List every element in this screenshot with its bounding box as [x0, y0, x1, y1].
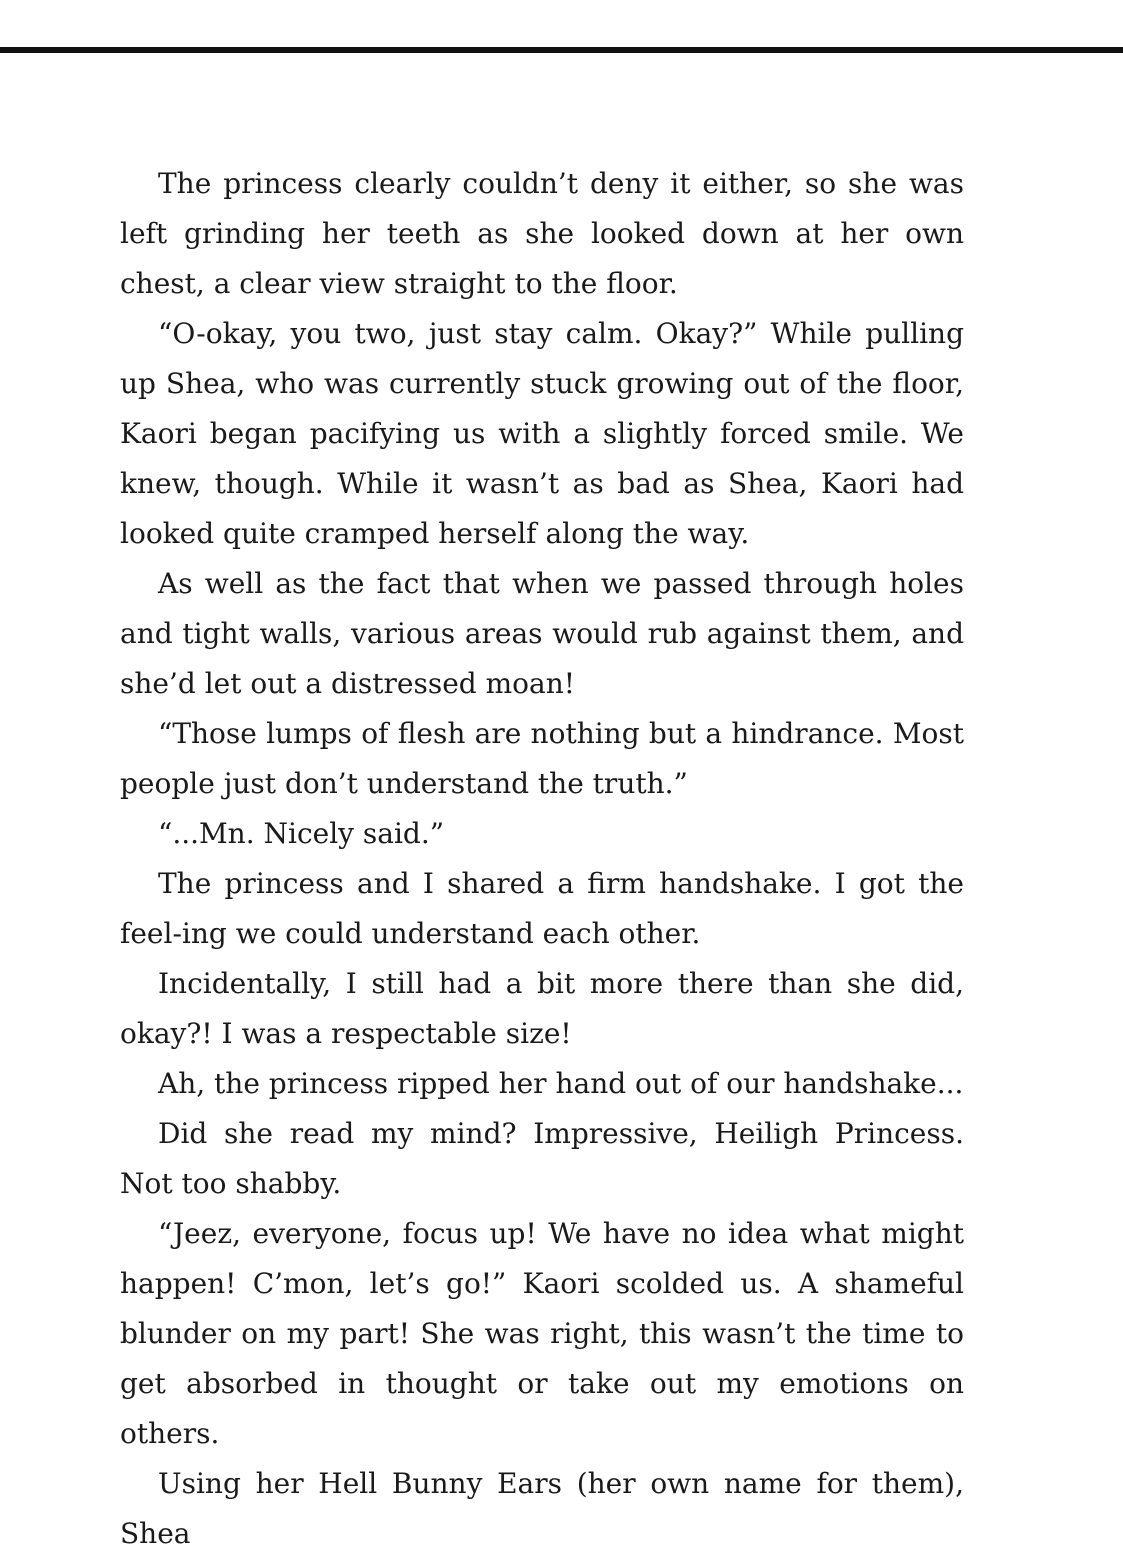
paragraph: “...Mn. Nicely said.” — [158, 817, 445, 850]
paragraph: Ah, the princess ripped her hand out of our handshake... — [158, 1067, 964, 1100]
paragraph: Did she read my mind? Impressive, Heiligh Princess. Not too shabby. — [120, 1117, 964, 1200]
paragraph: “Those lumps of flesh are nothing but a hindrance. Most people just don’t understand the truth.” — [120, 717, 964, 800]
paragraph: The princess and I shared a firm handshake. I got the feel-ing we could understand each other. — [120, 867, 964, 950]
header-rule — [0, 47, 1123, 53]
paragraph: As well as the fact that when we passed through holes and tight walls, various areas would rub against them, and she’d let out a distressed moan! — [120, 567, 964, 700]
paragraph: “Jeez, everyone, focus up! We have no idea what might happen! C’mon, let’s go!” Kaori scolded us. A shameful blunder on my part! She was right, this wasn’t the time to get absorbed in thought or take out my emotions on others. — [120, 1217, 964, 1450]
paragraph: “O-okay, you two, just stay calm. Okay?” While pulling up Shea, who was currently stuck growing out of the floor, Kaori began pacifying us with a slightly forced smile. We knew, though. While it wasn’t as bad as Shea, Kaori had looked quite cramped herself along the way. — [120, 317, 964, 550]
paragraph: The princess clearly couldn’t deny it either, so she was left grinding her teeth as she looked down at her own chest, a clear view straight to the floor. — [120, 167, 964, 300]
body-text — [120, 159, 964, 1559]
paragraph: Using her Hell Bunny Ears (her own name for them), Shea — [120, 1467, 964, 1550]
paragraph: Incidentally, I still had a bit more there than she did, okay?! I was a respectable size! — [120, 967, 964, 1050]
